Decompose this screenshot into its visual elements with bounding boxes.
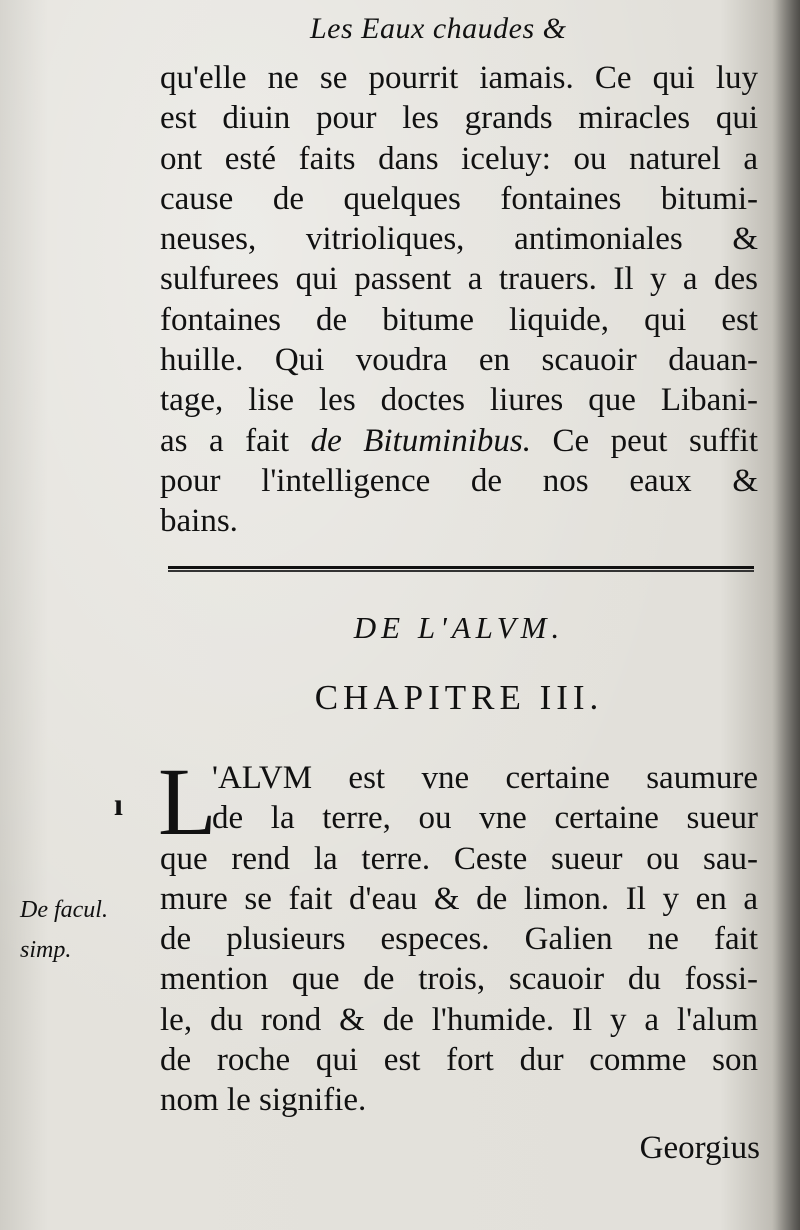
- text-line: qu'elle ne se pourrit iamais. Ce qui luy: [160, 60, 758, 96]
- text-line: le, du rond & de l'humide. Il y a l'alum: [160, 1001, 758, 1038]
- running-head: Les Eaux chaudes &: [310, 12, 567, 45]
- text-line: que rend la terre. Ceste sueur ou sau-: [160, 840, 758, 877]
- page-edge-shadow: [772, 0, 800, 1230]
- top-paragraph: [160, 58, 758, 542]
- text-line: tage, lise les doctes liures que Libani-: [160, 382, 758, 419]
- margin-note-line: simp.: [20, 937, 72, 963]
- text-line: est diuin pour les grands miracles qui: [160, 100, 758, 137]
- catchword: Georgius: [639, 1130, 760, 1166]
- text-line: de roche qui est fort dur comme son: [160, 1042, 758, 1079]
- text-line: pour l'intelligence de nos eaux &: [160, 462, 758, 499]
- text-line: de la terre, ou vne certaine sueur: [212, 800, 758, 837]
- text-line: bains.: [160, 503, 238, 540]
- chapter-title: CHAPITRE III.: [314, 678, 604, 717]
- text-fragment: Ce peut suffit: [531, 422, 759, 459]
- text-line: ont esté faits dans iceluy: ou naturel a: [160, 140, 758, 177]
- drop-cap: L: [158, 748, 217, 855]
- text-line: fontaines de bitume liquide, qui est: [160, 301, 758, 338]
- text-line: de plusieurs especes. Galien ne fait: [160, 921, 758, 958]
- text-line: sulfurees qui passent a trauers. Il y a des: [160, 261, 758, 298]
- text-line: huille. Qui voudra en scauoir dauan-: [160, 342, 758, 379]
- margin-note-line: De facul.: [20, 897, 108, 923]
- text-line: mure se fait d'eau & de limon. Il y en a: [160, 880, 758, 917]
- section-divider-rule: [168, 566, 754, 572]
- text-line: mention que de trois, scauoir du fossi-: [160, 961, 758, 998]
- section-title: DE L'ALVM.: [353, 610, 565, 645]
- text-fragment: as a fait: [160, 422, 311, 459]
- book-title-italic: de Bituminibus.: [310, 422, 531, 459]
- text-line-with-title: [160, 421, 758, 461]
- margin-mark: ı: [114, 786, 123, 822]
- text-line: nom le signifie.: [160, 1082, 367, 1119]
- margin-note: [20, 890, 108, 970]
- text-line: cause de quelques fontaines bitumi-: [160, 180, 758, 217]
- text-line: neuses, vitrioliques, antimoniales &: [160, 221, 758, 258]
- text-line: 'ALVM est vne certaine saumure: [212, 760, 758, 796]
- chapter-paragraph: [160, 758, 758, 1121]
